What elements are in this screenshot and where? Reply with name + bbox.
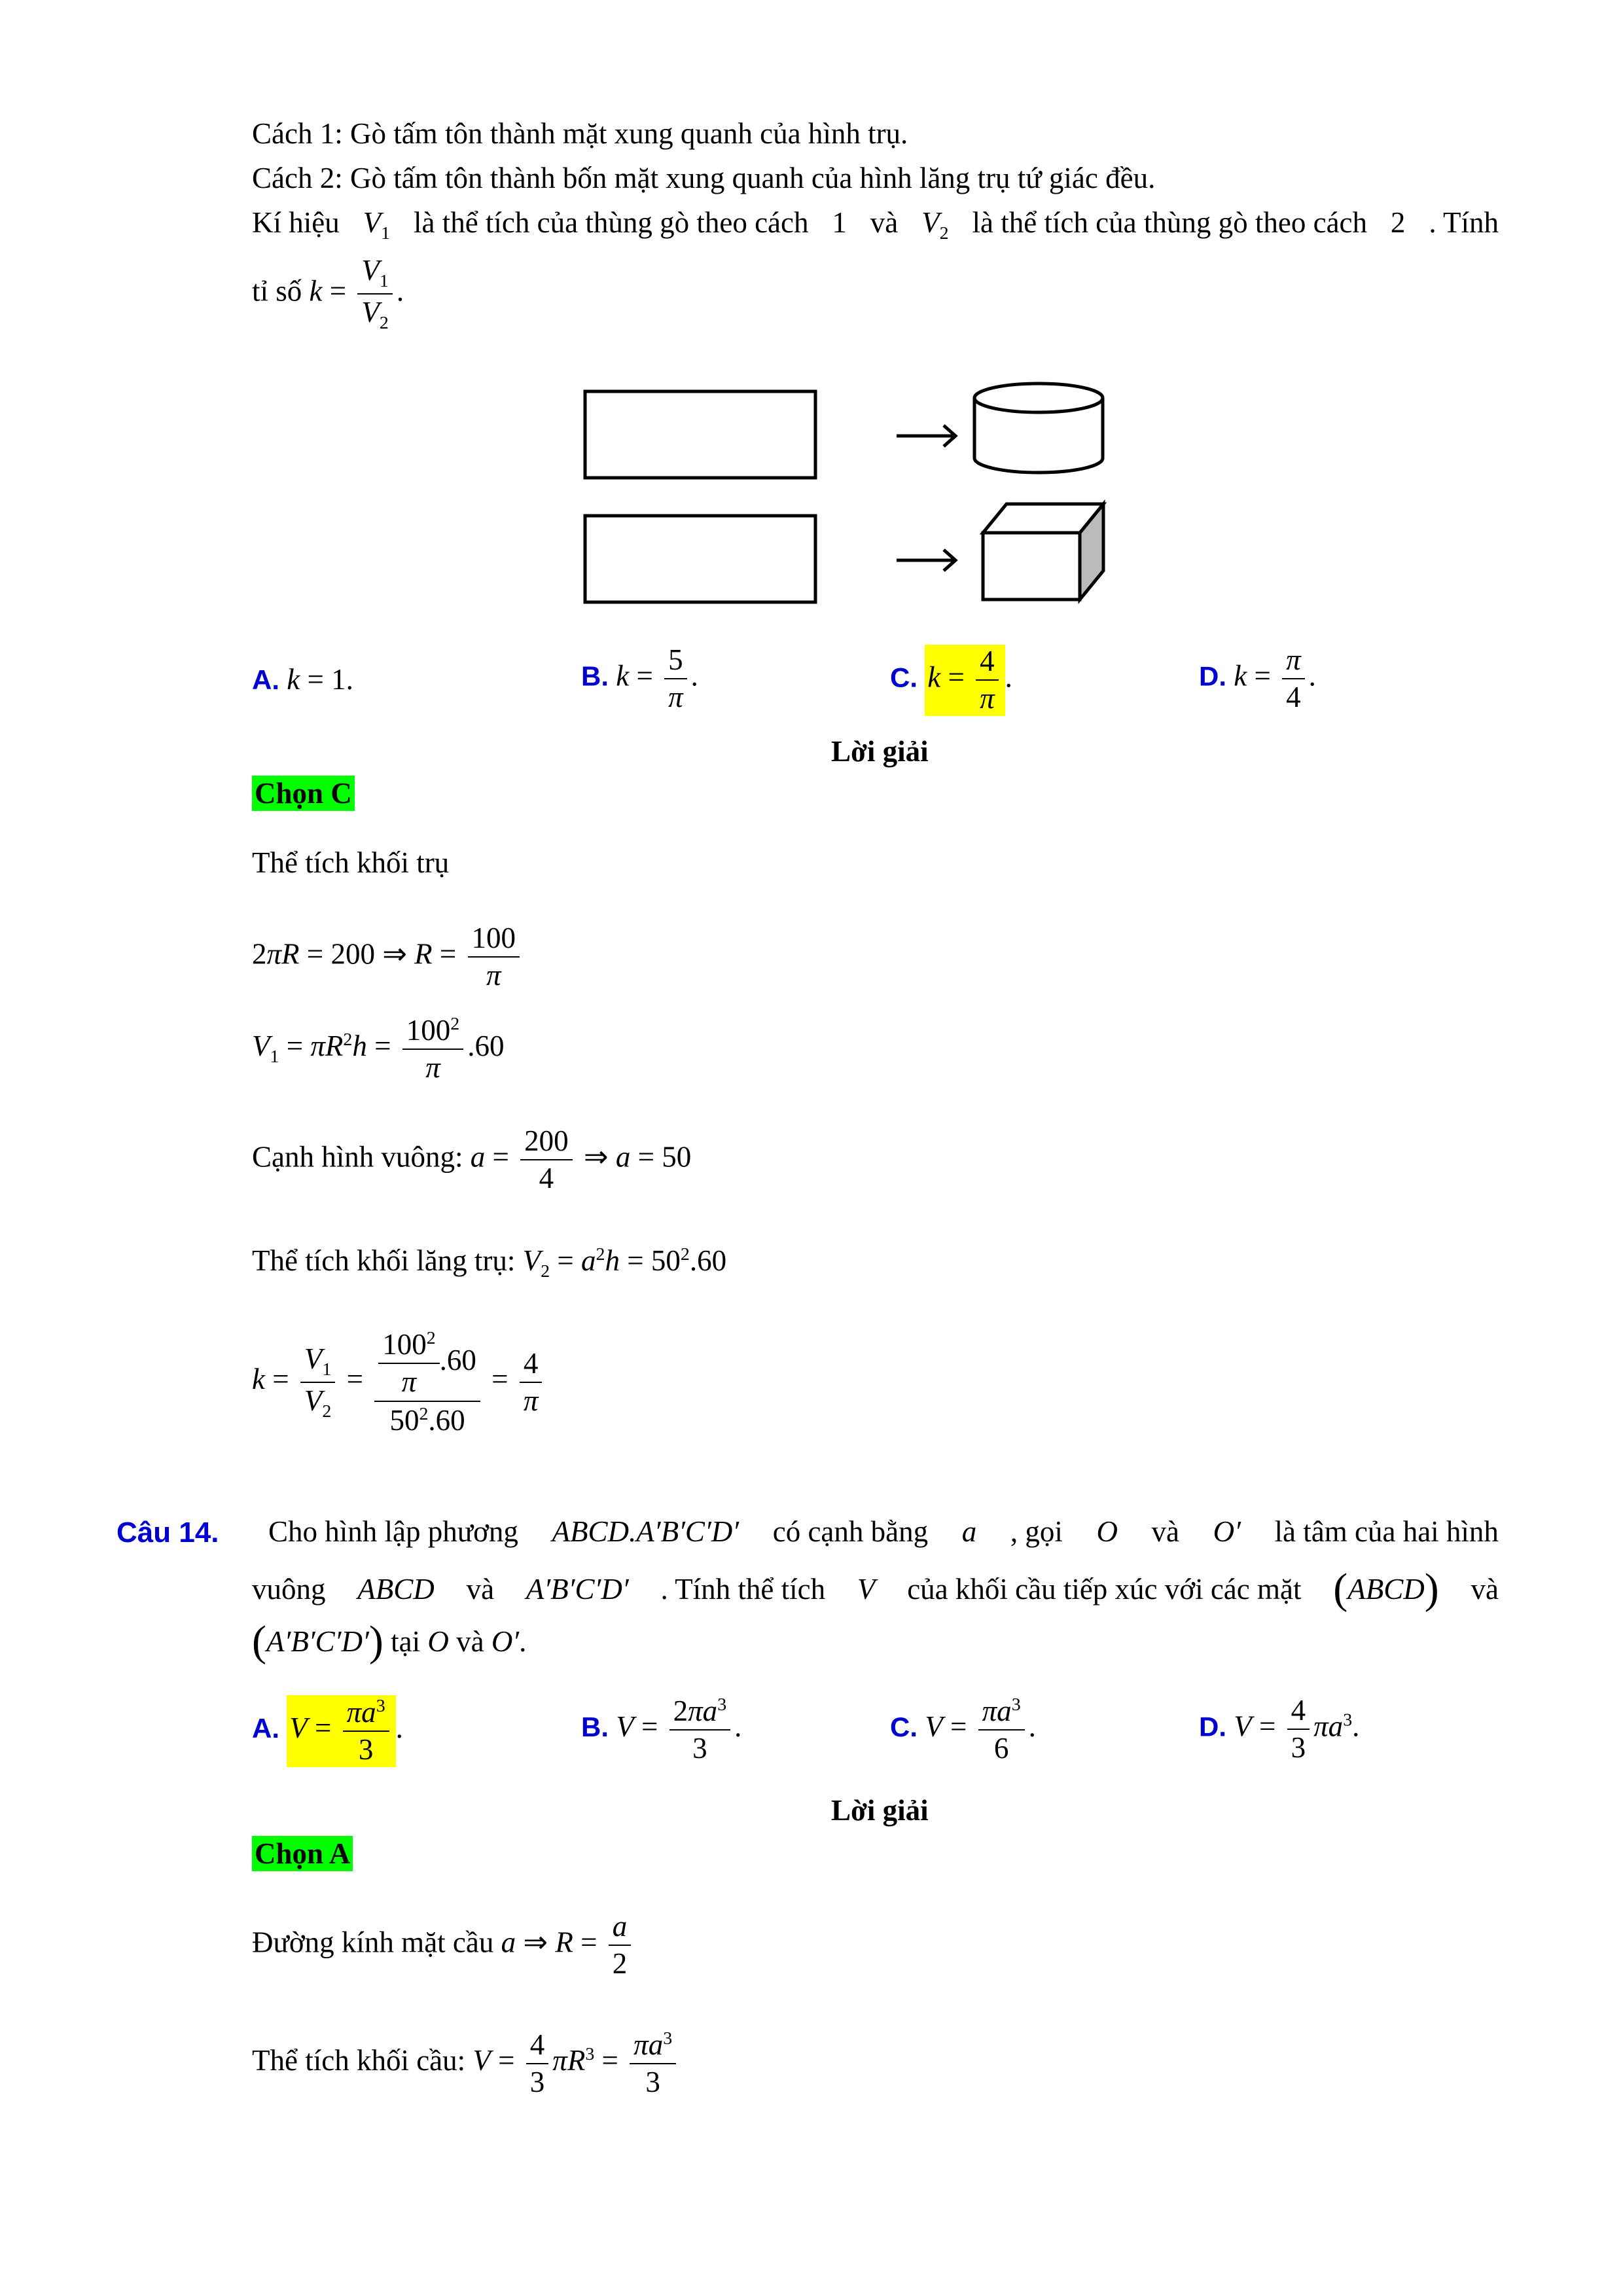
arrow-right-icon <box>897 550 955 571</box>
q13-step-1: Thể tích khối trụ <box>252 846 450 879</box>
q13-option-c[interactable]: C. k = $\frac{4}{\pi}$ . <box>890 645 1012 715</box>
q14-option-c[interactable]: C. V = $\frac{\pi a^3}{6}$ . <box>890 1695 1036 1765</box>
q14-text-line-2: vuông ABCD và A′B′C′D′ . Tính thể tích V của khối cầu tiếp xúc với các mặt (ABCD) và <box>252 1565 1499 1613</box>
sheet-rectangle-2 <box>585 516 815 602</box>
arrow-right-icon <box>897 425 955 446</box>
q13-choice-badge: Chọn C <box>252 776 355 810</box>
q13-formula-v1: $V_1 = \pi R^2h$ = $\frac{100^2}{\pi}$ .60 <box>252 1014 505 1085</box>
q14-text-line-3: (A′B′C′D′) tại O và O′. <box>252 1617 527 1665</box>
q14-formula-radius: Đường kính mặt cầu a ⇒ R = $\frac{a}{2}$ <box>252 1911 635 1980</box>
q14-choice-badge: Chọn A <box>252 1837 353 1871</box>
q13-option-a[interactable]: A. k = 1. <box>252 663 353 696</box>
cylinder-icon <box>974 384 1103 473</box>
q13-option-d[interactable]: D. k = $\frac{\pi}{4}$ . <box>1199 643 1316 714</box>
intro-line-4: tỉ số k = $\frac{V_1}{V_2}$ . <box>252 254 404 334</box>
sheet-to-container-figure <box>576 373 1191 609</box>
q13-option-b[interactable]: B. k = $\frac{5}{\pi}$ . <box>581 643 698 714</box>
q14-formula-volume: Thể tích khối cầu: V = $\frac{4}{3}$ $\pi R^3$ = $\frac{\pi a^3}{3}$ <box>252 2029 680 2098</box>
q14-option-d[interactable]: D. V = $\frac{4}{3}$ $\pi a^3$. <box>1199 1694 1360 1765</box>
q14-solution-title: Lời giải <box>831 1794 929 1827</box>
intro-line-2: Cách 2: Gò tấm tôn thành bốn mặt xung quanh của hình lăng trụ tứ giác đều. <box>252 162 1156 194</box>
q13-solution-title: Lời giải <box>831 735 929 768</box>
q14-option-a[interactable]: A. V = $\frac{\pi a^3}{3}$ . <box>252 1696 403 1767</box>
q14-text-line-1: Cho hình lập phương ABCD.A′B′C′D′ có cạnh bằng a , gọi O và O′ là tâm của hai hình <box>268 1515 1499 1548</box>
q13-formula-ratio: k = $\frac{V_1}{V_2}$ = $\frac{100^2}{\pi}$ .60 $50^2.60$ = $\frac{4}{\pi}$ <box>252 1329 546 1436</box>
q13-formula-v2: Thể tích khối lăng trụ: $V_2 = a^2h = 50^2.60$ <box>252 1244 727 1282</box>
prism-icon <box>983 504 1103 600</box>
q14-option-b[interactable]: B. V = $\frac{2\pi a^3}{3}$ . <box>581 1695 742 1765</box>
q14-label: Câu 14. <box>116 1516 219 1549</box>
q13-formula-side: Cạnh hình vuông: a = $\frac{200}{4}$ ⇒ a = 50 <box>252 1124 692 1195</box>
intro-line-3: Kí hiệu $V_1$ là thể tích của thùng gò theo cách 1 và $V_2$ là thể tích của thùng gò theo cách 2 . Tính <box>252 206 1499 243</box>
sheet-rectangle-1 <box>585 391 815 478</box>
intro-line-1: Cách 1: Gò tấm tôn thành mặt xung quanh của hình trụ. <box>252 117 908 150</box>
q13-formula-radius: 2πR = 200 ⇒ R = $\frac{100}{\pi}$ <box>252 923 524 992</box>
